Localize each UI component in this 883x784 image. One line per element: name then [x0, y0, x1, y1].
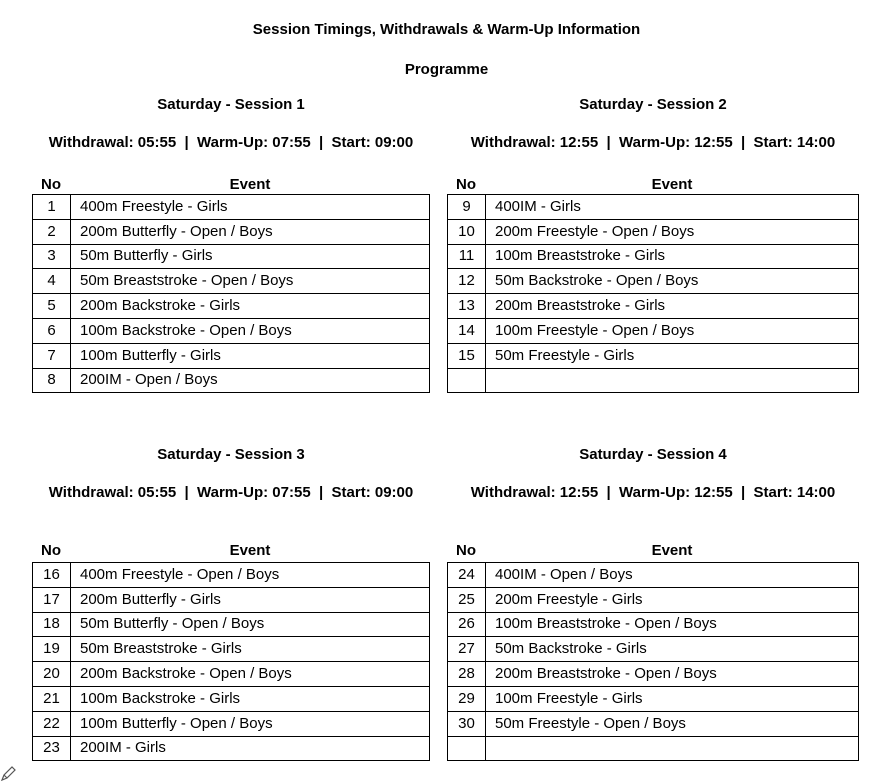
event-number: 23: [33, 736, 71, 761]
event-name: 200IM - Girls: [71, 736, 430, 761]
table-row: [33, 662, 430, 687]
event-number: 29: [448, 686, 486, 711]
event-name: 50m Freestyle - Open / Boys: [486, 711, 859, 736]
event-number: 17: [33, 587, 71, 612]
event-name: 50m Breaststroke - Girls: [71, 637, 430, 662]
event-name: 100m Butterfly - Open / Boys: [71, 711, 430, 736]
session-heading: Saturday - Session 2: [579, 96, 727, 113]
table-row: [33, 563, 430, 588]
table-row: [448, 343, 859, 368]
events-table: [32, 194, 430, 393]
event-name: 400m Freestyle - Girls: [71, 195, 430, 220]
event-name: 200m Backstroke - Open / Boys: [71, 662, 430, 687]
page-subtitle: Programme: [404, 61, 489, 78]
event-number: 22: [33, 711, 71, 736]
event-name: 200m Breaststroke - Open / Boys: [486, 662, 859, 687]
table-row: [33, 736, 430, 761]
column-header-no: No: [41, 542, 61, 559]
event-name: 50m Freestyle - Girls: [486, 343, 859, 368]
session-2: [447, 96, 859, 396]
event-name: 200m Freestyle - Open / Boys: [486, 219, 859, 244]
event-number: 21: [33, 686, 71, 711]
event-number: 16: [33, 563, 71, 588]
table-row: [33, 686, 430, 711]
event-name: 200m Butterfly - Open / Boys: [71, 219, 430, 244]
event-number: 14: [448, 318, 486, 343]
column-header-event: Event: [229, 176, 271, 193]
event-number: 26: [448, 612, 486, 637]
event-number: 12: [448, 269, 486, 294]
event-number: [448, 736, 486, 761]
table-row: [33, 195, 430, 220]
table-row: [33, 587, 430, 612]
event-name: 400m Freestyle - Open / Boys: [71, 563, 430, 588]
table-row: [448, 244, 859, 269]
event-name: 200m Backstroke - Girls: [71, 294, 430, 319]
event-name: 400IM - Girls: [486, 195, 859, 220]
table-row: [33, 711, 430, 736]
session-heading: Saturday - Session 4: [579, 446, 727, 463]
event-name: [486, 368, 859, 393]
table-row: [448, 587, 859, 612]
event-number: 15: [448, 343, 486, 368]
session-timing: Withdrawal: 12:55 | Warm-Up: 12:55 | Start: 14:00: [470, 484, 836, 501]
event-name: 50m Backstroke - Open / Boys: [486, 269, 859, 294]
event-name: 200IM - Open / Boys: [71, 368, 430, 393]
event-number: 13: [448, 294, 486, 319]
session-timing: Withdrawal: 05:55 | Warm-Up: 07:55 | Start: 09:00: [48, 484, 414, 501]
table-row: [448, 269, 859, 294]
event-name: 50m Breaststroke - Open / Boys: [71, 269, 430, 294]
table-row: [33, 343, 430, 368]
table-row: [33, 269, 430, 294]
column-header-event: Event: [651, 542, 693, 559]
event-number: 24: [448, 563, 486, 588]
event-number: 6: [33, 318, 71, 343]
event-name: 100m Breaststroke - Open / Boys: [486, 612, 859, 637]
event-name: 100m Backstroke - Girls: [71, 686, 430, 711]
event-name: [486, 736, 859, 761]
table-row: [448, 318, 859, 343]
table-row: [448, 662, 859, 687]
table-row: [33, 368, 430, 393]
table-row: [448, 612, 859, 637]
event-name: 400IM - Open / Boys: [486, 563, 859, 588]
session-heading: Saturday - Session 3: [157, 446, 305, 463]
table-row: [448, 637, 859, 662]
column-header-no: No: [456, 176, 476, 193]
event-number: [448, 368, 486, 393]
table-row: [33, 637, 430, 662]
event-name: 200m Freestyle - Girls: [486, 587, 859, 612]
event-name: 100m Freestyle - Open / Boys: [486, 318, 859, 343]
event-number: 5: [33, 294, 71, 319]
event-number: 30: [448, 711, 486, 736]
event-number: 27: [448, 637, 486, 662]
table-row: [448, 563, 859, 588]
session-timing: Withdrawal: 05:55 | Warm-Up: 07:55 | Start: 09:00: [48, 134, 414, 151]
page-title: Session Timings, Withdrawals & Warm-Up Information: [252, 21, 641, 38]
column-headers: [32, 176, 430, 194]
session-timing: Withdrawal: 12:55 | Warm-Up: 12:55 | Start: 14:00: [470, 134, 836, 151]
session-3: [32, 446, 430, 762]
event-name: 200m Butterfly - Girls: [71, 587, 430, 612]
table-row: [33, 244, 430, 269]
table-row: [33, 318, 430, 343]
table-row: [448, 711, 859, 736]
event-name: 100m Breaststroke - Girls: [486, 244, 859, 269]
column-headers: [32, 542, 430, 560]
event-number: 7: [33, 343, 71, 368]
event-name: 100m Freestyle - Girls: [486, 686, 859, 711]
event-number: 2: [33, 219, 71, 244]
table-row: [448, 219, 859, 244]
event-name: 50m Backstroke - Girls: [486, 637, 859, 662]
column-headers: [447, 176, 859, 194]
column-headers: [447, 542, 859, 560]
column-header-no: No: [41, 176, 61, 193]
column-header-no: No: [456, 542, 476, 559]
events-table: [447, 194, 859, 393]
pen-icon[interactable]: [0, 764, 16, 782]
event-number: 18: [33, 612, 71, 637]
table-row: [448, 736, 859, 761]
event-name: 100m Butterfly - Girls: [71, 343, 430, 368]
event-number: 11: [448, 244, 486, 269]
event-number: 4: [33, 269, 71, 294]
events-table: [447, 562, 859, 761]
table-row: [448, 195, 859, 220]
session-4: [447, 446, 859, 762]
table-row: [448, 368, 859, 393]
table-row: [448, 686, 859, 711]
session-heading: Saturday - Session 1: [157, 96, 305, 113]
event-number: 20: [33, 662, 71, 687]
column-header-event: Event: [651, 176, 693, 193]
event-number: 8: [33, 368, 71, 393]
table-row: [33, 612, 430, 637]
event-name: 100m Backstroke - Open / Boys: [71, 318, 430, 343]
event-name: 50m Butterfly - Girls: [71, 244, 430, 269]
table-row: [33, 219, 430, 244]
event-number: 19: [33, 637, 71, 662]
event-name: 200m Breaststroke - Girls: [486, 294, 859, 319]
column-header-event: Event: [229, 542, 271, 559]
table-row: [448, 294, 859, 319]
event-number: 10: [448, 219, 486, 244]
event-number: 9: [448, 195, 486, 220]
events-table: [32, 562, 430, 761]
event-number: 1: [33, 195, 71, 220]
table-row: [33, 294, 430, 319]
event-number: 25: [448, 587, 486, 612]
event-number: 3: [33, 244, 71, 269]
session-1: [32, 96, 430, 396]
event-name: 50m Butterfly - Open / Boys: [71, 612, 430, 637]
event-number: 28: [448, 662, 486, 687]
